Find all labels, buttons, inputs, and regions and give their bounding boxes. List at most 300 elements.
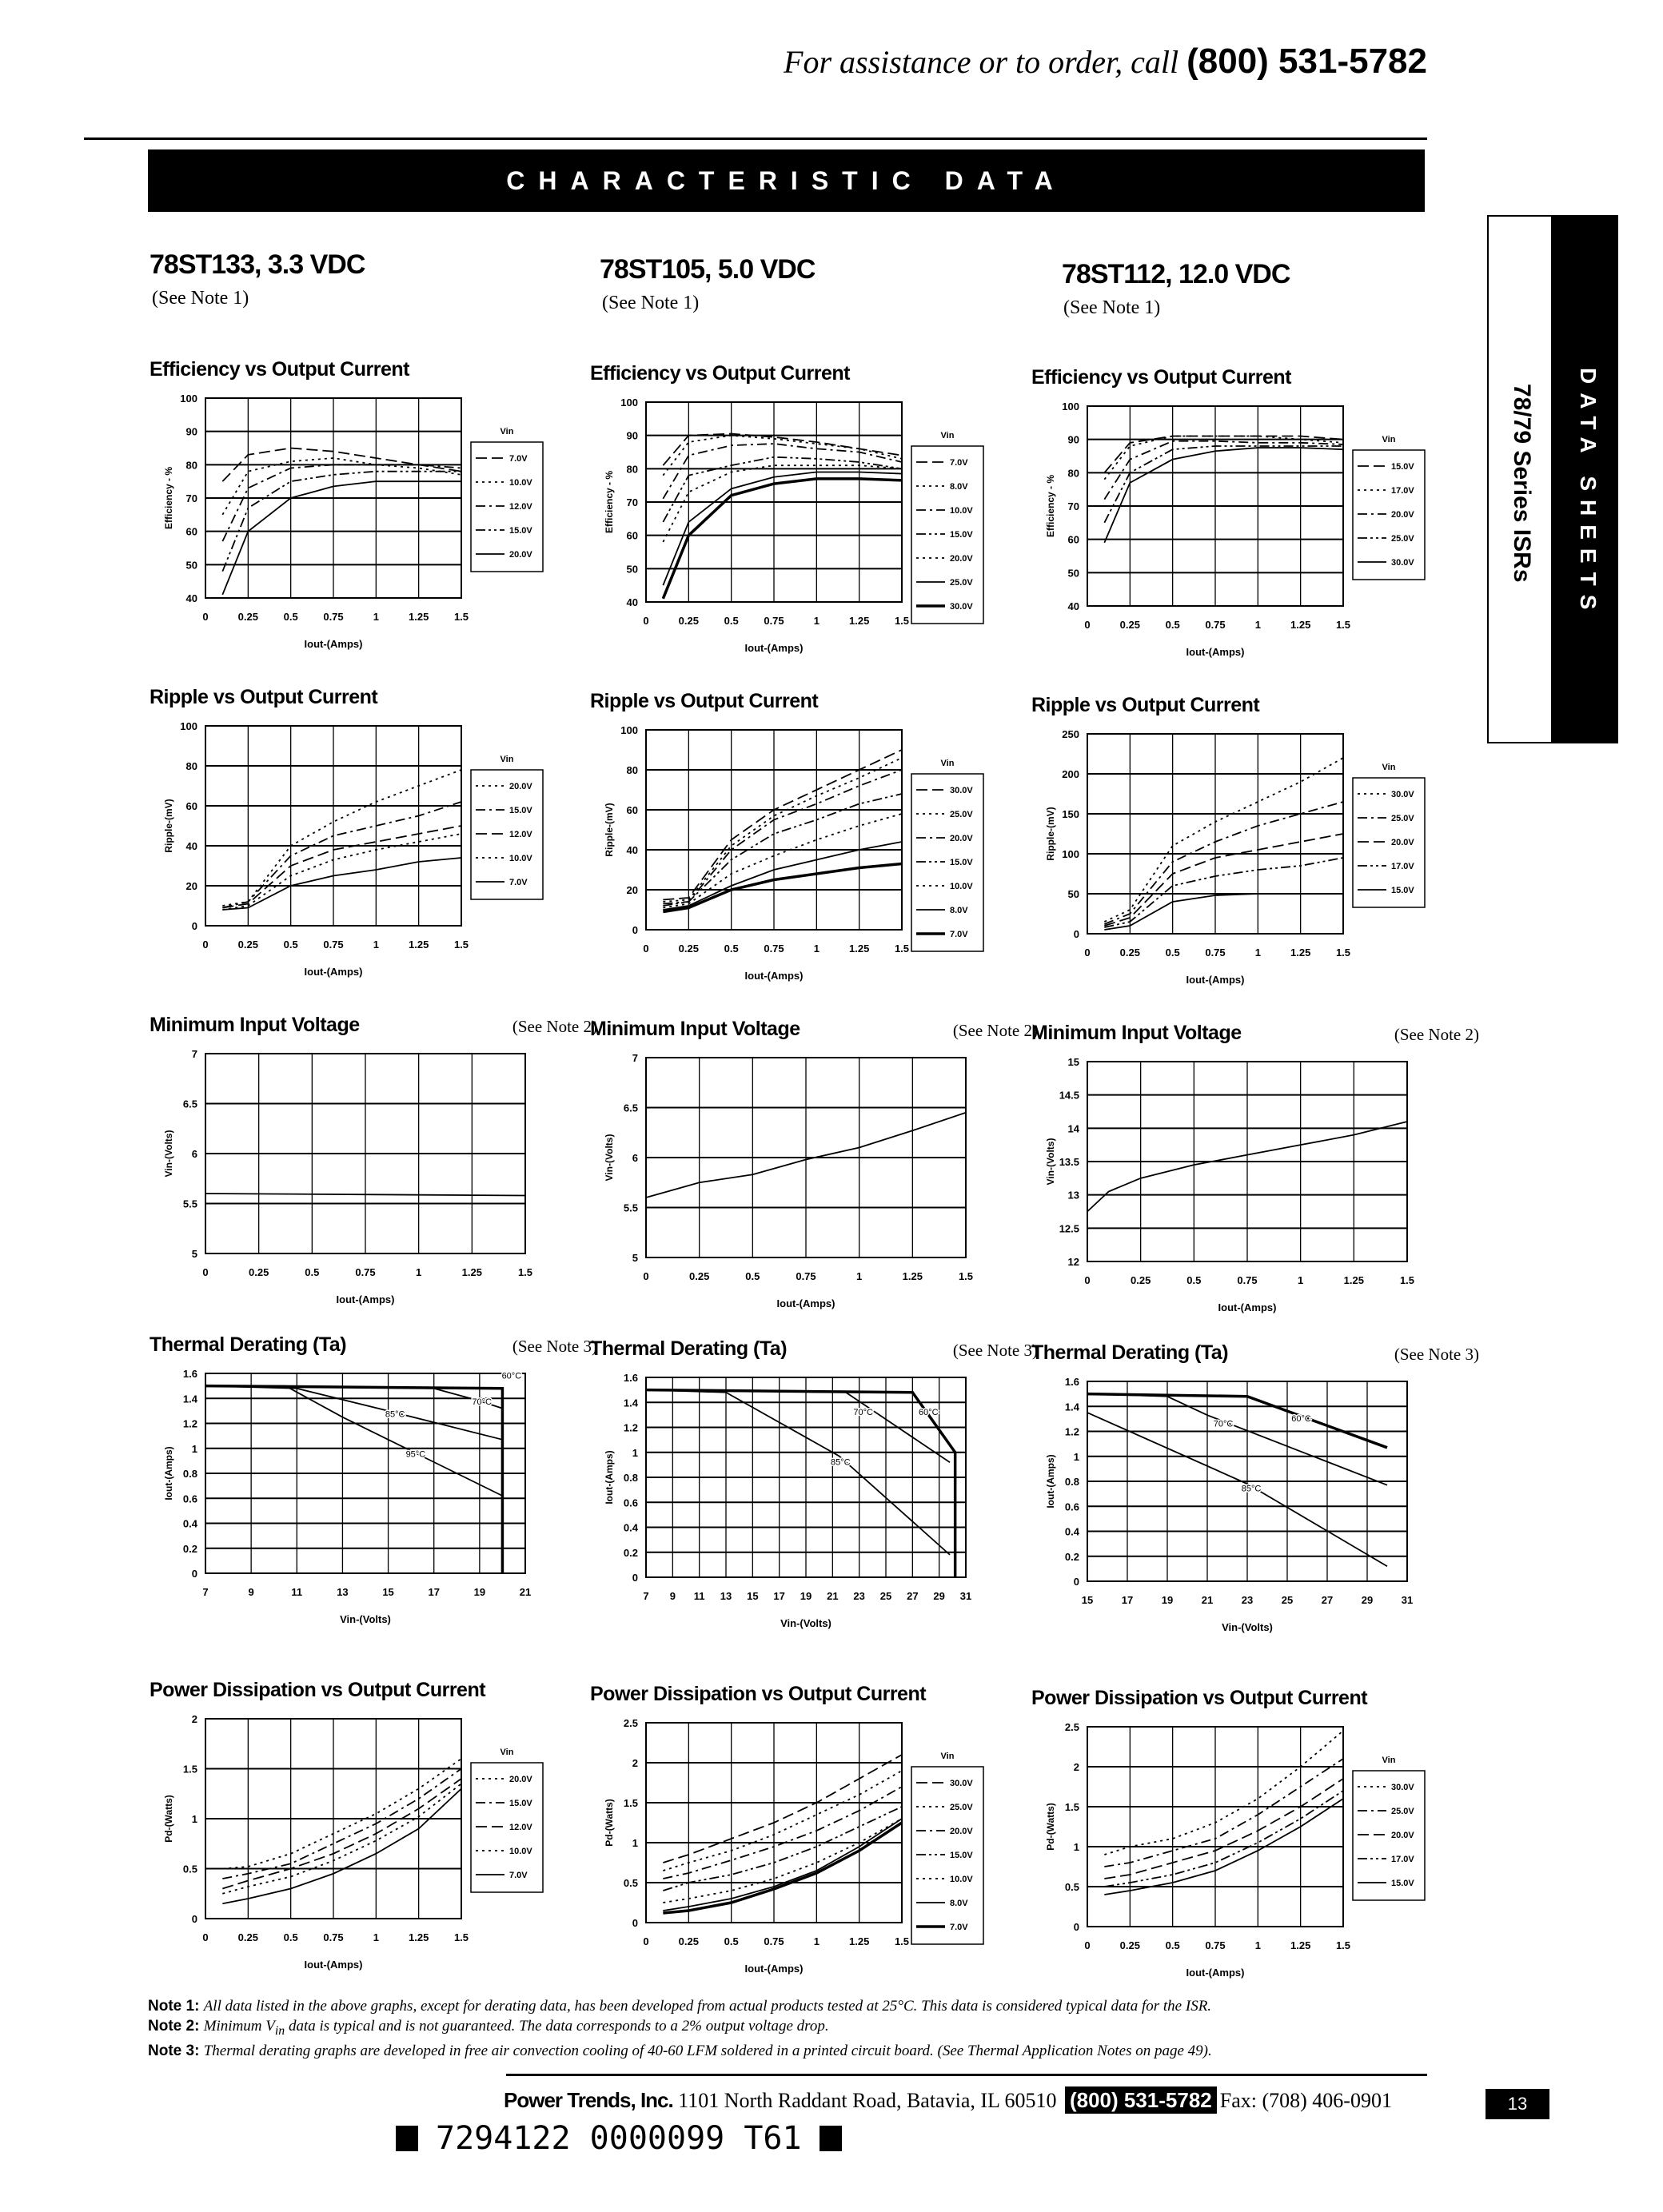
y-tick-label: 12.5 (1059, 1222, 1079, 1235)
chart-title: Ripple vs Output Current (150, 686, 378, 708)
x-tick-label: 1.5 (453, 611, 469, 623)
series-line-80V (663, 842, 902, 910)
chart-svg (1031, 1370, 1495, 1674)
legend-label: 15.0V (950, 530, 973, 540)
ripple-chart (1031, 694, 1495, 1030)
x-tick-label: 0.25 (249, 1266, 269, 1278)
x-tick-label: 0.25 (1119, 619, 1140, 631)
x-tick-label: 0.75 (1237, 1274, 1258, 1286)
x-tick-label: 31 (1401, 1594, 1414, 1606)
x-tick-label: 0 (1084, 1274, 1091, 1286)
chart-note: (See Note 3) (512, 1337, 597, 1356)
x-tick-label: 1.5 (894, 615, 910, 627)
y-axis-label: Efficiency - % (163, 466, 174, 530)
series-label: 60°C (919, 1407, 939, 1417)
series-line-200V (1104, 834, 1343, 926)
chart-svg (150, 1362, 613, 1666)
legend-label: 15.0V (1391, 1879, 1414, 1888)
series-line-100V (222, 458, 461, 515)
x-axis-label: Iout-(Amps) (744, 970, 804, 982)
legend-label: 30.0V (950, 1779, 973, 1788)
y-tick-label: 100 (620, 397, 638, 409)
legend-label: 7.0V (509, 1871, 528, 1880)
y-tick-label: 1.6 (623, 1372, 638, 1384)
y-tick-label: 50 (185, 559, 197, 572)
company-name: Power Trends, Inc. (504, 2088, 673, 2112)
x-tick-label: 0 (643, 615, 649, 627)
x-tick-label: 15 (382, 1586, 394, 1598)
chart-svg (150, 1042, 613, 1346)
legend-label: 7.0V (950, 458, 968, 468)
legend-label: 15.0V (1391, 462, 1414, 472)
legend-title: Vin (1382, 435, 1396, 444)
x-tick-label: 1.25 (849, 615, 870, 627)
y-tick-label: 0.8 (182, 1468, 197, 1480)
company-address: 1101 North Raddant Road, Batavia, IL 60510 (678, 2089, 1057, 2112)
y-tick-label: 50 (1067, 567, 1079, 580)
y-axis-label: Pd-(Watts) (1045, 1803, 1056, 1851)
x-tick-label: 1.5 (958, 1270, 974, 1282)
note-1 (148, 1996, 1427, 2016)
x-tick-label: 0.5 (283, 611, 298, 623)
y-tick-label: 1.5 (1064, 1801, 1079, 1813)
chart-svg (1031, 723, 1495, 1026)
x-tick-label: 11 (693, 1590, 705, 1602)
legend-title: Vin (1382, 1756, 1396, 1765)
series-line-300V (1104, 1731, 1343, 1855)
x-tick-label: 17 (428, 1586, 440, 1598)
x-tick-label: 1.5 (453, 939, 469, 951)
x-tick-label: 1 (813, 943, 820, 955)
series-line-85C (646, 1390, 950, 1555)
y-tick-label: 1.4 (1064, 1401, 1079, 1413)
x-tick-label: 0.5 (724, 615, 739, 627)
legend-label: 15.0V (509, 1799, 532, 1808)
y-tick-label: 0.5 (182, 1863, 197, 1875)
chart-svg (150, 715, 613, 1018)
x-tick-label: 0.75 (764, 943, 784, 955)
x-tick-label: 0.5 (1186, 1274, 1202, 1286)
power-dissipation-chart (1031, 1687, 1495, 2023)
footer-phone: (800) 531-5782 (1065, 2086, 1217, 2114)
x-tick-label: 0 (202, 939, 209, 951)
legend-label: 25.0V (1391, 1807, 1414, 1816)
x-tick-label: 0.25 (678, 943, 699, 955)
series-line-100V (663, 814, 902, 908)
footer (504, 2088, 1392, 2113)
x-tick-label: 0 (202, 611, 209, 623)
series-line-200V (663, 1787, 902, 1879)
y-tick-label: 90 (1067, 433, 1079, 446)
y-tick-label: 0 (632, 1917, 638, 1929)
legend-title: Vin (940, 1752, 955, 1761)
y-tick-label: 1 (191, 1813, 197, 1825)
y-tick-label: 6 (191, 1148, 197, 1160)
efficiency-chart (590, 362, 1054, 698)
note-2 (148, 2016, 1427, 2041)
series-line-60C (1087, 1394, 1387, 1448)
model-heading-78st133: 78ST133, 3.3 VDC (150, 249, 365, 280)
x-tick-label: 0.5 (1165, 1939, 1180, 1951)
y-axis-label: Efficiency - % (604, 470, 615, 534)
chart-svg (1031, 1050, 1495, 1354)
x-tick-label: 0 (1084, 1939, 1091, 1951)
y-tick-label: 40 (185, 592, 197, 604)
section-banner: CHARACTERISTIC DATA (148, 149, 1425, 212)
x-tick-label: 0.25 (237, 1931, 258, 1943)
x-tick-label: 0 (643, 1935, 649, 1947)
y-tick-label: 0.5 (1064, 1881, 1079, 1893)
legend-label: 20.0V (950, 834, 973, 843)
x-tick-label: 0.25 (237, 939, 258, 951)
y-axis-label: Iout-(Amps) (163, 1446, 174, 1501)
y-tick-label: 0 (1073, 928, 1079, 940)
legend-label: 15.0V (509, 526, 532, 536)
series-line-150V (1104, 894, 1343, 930)
note-sub: in (274, 2023, 285, 2038)
x-axis-label: Iout-(Amps) (744, 1963, 804, 1975)
series-line-150V (222, 472, 461, 572)
x-tick-label: 19 (473, 1586, 486, 1598)
x-tick-label: 1.25 (1343, 1274, 1364, 1286)
x-tick-label: 1 (1254, 1939, 1261, 1951)
y-tick-label: 1 (1073, 1841, 1079, 1853)
y-tick-label: 5.5 (182, 1198, 197, 1210)
x-tick-label: 1.25 (849, 943, 870, 955)
y-tick-label: 70 (1067, 500, 1079, 512)
series-line-70C (646, 1390, 950, 1463)
x-tick-label: 1.25 (849, 1935, 870, 1947)
y-axis-label: Iout-(Amps) (1045, 1454, 1056, 1509)
y-tick-label: 200 (1062, 768, 1079, 780)
x-tick-label: 23 (853, 1590, 865, 1602)
chart-svg (1031, 395, 1495, 699)
y-tick-label: 0.8 (1064, 1476, 1079, 1488)
x-tick-label: 31 (959, 1590, 972, 1602)
barcode-mark (396, 2126, 418, 2151)
y-tick-label: 100 (180, 720, 197, 732)
x-tick-label: 1 (813, 1935, 820, 1947)
thermal-derating-chart (1031, 1341, 1495, 1677)
x-tick-label: 1 (373, 939, 379, 951)
y-tick-label: 1 (632, 1837, 638, 1849)
x-tick-label: 27 (1321, 1594, 1334, 1606)
x-tick-label: 0.25 (1119, 1939, 1140, 1951)
y-tick-label: 1 (191, 1442, 197, 1455)
chart-title: Efficiency vs Output Current (590, 362, 850, 385)
y-tick-label: 100 (180, 393, 197, 405)
series-line-170V (1104, 858, 1343, 927)
legend-label: 20.0V (509, 550, 532, 560)
x-tick-label: 0.75 (1205, 619, 1226, 631)
series-line-250V (1104, 446, 1343, 523)
series-line-70V (663, 434, 902, 466)
x-tick-label: 13 (337, 1586, 349, 1598)
x-tick-label: 7 (202, 1586, 209, 1598)
y-axis-label: Iout-(Amps) (604, 1450, 615, 1505)
x-tick-label: 0 (1084, 619, 1091, 631)
x-tick-label: 29 (1361, 1594, 1374, 1606)
x-tick-label: 29 (933, 1590, 945, 1602)
legend-label: 30.0V (950, 786, 973, 795)
y-tick-label: 1 (632, 1446, 638, 1459)
y-tick-label: 80 (626, 463, 638, 476)
model-note: (See Note 1) (602, 293, 700, 313)
page-number: 13 (1486, 2089, 1549, 2119)
y-tick-label: 50 (1067, 888, 1079, 900)
power-dissipation-chart (590, 1683, 1054, 2019)
y-tick-label: 60 (185, 800, 197, 812)
legend-label: 15.0V (950, 858, 973, 867)
y-tick-label: 0.2 (623, 1546, 638, 1559)
series-label: 85°C (831, 1457, 851, 1468)
x-tick-label: 0.75 (796, 1270, 816, 1282)
series-line-300V (1104, 448, 1343, 543)
chart-title: Minimum Input Voltage (150, 1014, 360, 1036)
x-axis-label: Iout-(Amps) (744, 642, 804, 654)
x-axis-label: Iout-(Amps) (1186, 646, 1245, 658)
chart-title: Power Dissipation vs Output Current (150, 1679, 486, 1701)
series-line-70V (222, 1789, 461, 1904)
chart-title: Efficiency vs Output Current (1031, 366, 1291, 389)
y-tick-label: 6.5 (182, 1098, 197, 1110)
y-tick-label: 40 (626, 844, 638, 856)
series-label: 70°C (1213, 1419, 1234, 1429)
y-tick-label: 80 (185, 760, 197, 772)
y-axis-label: Pd-(Watts) (163, 1795, 174, 1843)
series-line-250V (663, 758, 902, 902)
y-tick-label: 12 (1067, 1256, 1079, 1268)
legend-label: 30.0V (1391, 790, 1414, 799)
series-line-150V (222, 1769, 461, 1879)
y-tick-label: 20 (626, 884, 638, 896)
barcode-mark (820, 2126, 842, 2151)
legend-label: 20.0V (950, 554, 973, 564)
legend-title: Vin (940, 431, 955, 440)
chart-svg (150, 1708, 613, 2011)
x-axis-label: Vin-(Volts) (780, 1617, 832, 1629)
y-tick-label: 1.6 (182, 1368, 197, 1380)
y-tick-label: 40 (185, 840, 197, 852)
y-tick-label: 60 (626, 529, 638, 542)
legend-title: Vin (500, 1748, 514, 1757)
x-tick-label: 11 (291, 1586, 303, 1598)
y-tick-label: 0.6 (182, 1493, 197, 1505)
x-tick-label: 1.5 (1399, 1274, 1415, 1286)
y-tick-label: 1 (1073, 1450, 1079, 1463)
note-label: Note 2: (148, 2018, 200, 2035)
series-line-250V (1104, 1759, 1343, 1867)
notes (148, 1996, 1427, 2061)
chart-note: (See Note 2) (1394, 1025, 1479, 1044)
legend-label: 30.0V (1391, 558, 1414, 568)
y-tick-label: 90 (626, 429, 638, 442)
thermal-derating-chart (590, 1337, 1054, 1673)
chart-title: Power Dissipation vs Output Current (590, 1683, 927, 1705)
y-tick-label: 100 (1062, 401, 1079, 413)
x-tick-label: 1 (1254, 619, 1261, 631)
x-axis-label: Iout-(Amps) (1186, 1967, 1245, 1979)
x-tick-label: 1 (373, 611, 379, 623)
x-axis-label: Iout-(Amps) (304, 638, 363, 650)
series-label: 70°C (853, 1407, 873, 1417)
model-note: (See Note 1) (152, 288, 249, 309)
x-tick-label: 19 (1161, 1594, 1174, 1606)
y-tick-label: 0 (632, 1572, 638, 1584)
legend-label: 10.0V (509, 854, 532, 863)
y-axis-label: Pd-(Watts) (604, 1799, 615, 1847)
y-tick-label: 90 (185, 425, 197, 438)
x-tick-label: 0.5 (1165, 619, 1180, 631)
legend-label: 12.0V (509, 502, 532, 512)
x-tick-label: 1.5 (453, 1931, 469, 1943)
legend-label: 10.0V (950, 1875, 973, 1884)
legend-label: 17.0V (1391, 486, 1414, 496)
legend-title: Vin (1382, 763, 1396, 772)
y-tick-label: 1.5 (623, 1797, 638, 1809)
y-tick-label: 0 (632, 924, 638, 936)
legend-label: 17.0V (1391, 1855, 1414, 1864)
chart-title: Ripple vs Output Current (1031, 694, 1260, 716)
series-line-300V (663, 479, 902, 599)
y-tick-label: 250 (1062, 728, 1079, 740)
y-tick-label: 20 (185, 880, 197, 892)
x-tick-label: 0.75 (323, 611, 344, 623)
series-line-70V (222, 858, 461, 910)
series-line-150V (663, 457, 902, 522)
y-tick-label: 6 (632, 1152, 638, 1164)
model-note: (See Note 1) (1063, 297, 1161, 318)
y-tick-label: 2.5 (1064, 1721, 1079, 1733)
series-line-200V (222, 1759, 461, 1869)
y-tick-label: 70 (185, 492, 197, 504)
legend-label: 15.0V (950, 1851, 973, 1860)
y-axis-label: Ripple-(mV) (163, 799, 174, 853)
y-tick-label: 0.6 (623, 1497, 638, 1509)
min-input-voltage-chart (150, 1014, 613, 1349)
y-tick-label: 2 (632, 1757, 638, 1769)
legend-label: 20.0V (509, 1775, 532, 1784)
y-tick-label: 2 (191, 1713, 197, 1725)
x-tick-label: 21 (519, 1586, 532, 1598)
chart-svg (1031, 1716, 1495, 2019)
y-tick-label: 70 (626, 496, 638, 508)
chart-title: Minimum Input Voltage (1031, 1022, 1242, 1044)
x-tick-label: 0.5 (724, 1935, 739, 1947)
series-line-60C (205, 1386, 502, 1573)
x-tick-label: 1.25 (409, 939, 429, 951)
x-tick-label: 1.5 (1335, 619, 1351, 631)
x-tick-label: 0 (202, 1266, 209, 1278)
x-tick-label: 1.25 (409, 611, 429, 623)
note-text-b: data is typical and is not guaranteed. The data corresponds to a 2% output voltage drop. (285, 2018, 829, 2035)
x-tick-label: 23 (1241, 1594, 1254, 1606)
series-line-85C (205, 1386, 502, 1440)
x-tick-label: 0.75 (1205, 1939, 1226, 1951)
y-tick-label: 5 (632, 1252, 638, 1264)
x-axis-label: Iout-(Amps) (776, 1297, 835, 1309)
y-tick-label: 1.2 (623, 1421, 638, 1434)
x-tick-label: 17 (773, 1590, 785, 1602)
chart-note: (See Note 2) (952, 1021, 1038, 1040)
x-tick-label: 1.25 (1290, 1939, 1311, 1951)
x-tick-label: 25 (879, 1590, 892, 1602)
note-label: Note 3: (148, 2042, 200, 2059)
legend-label: 15.0V (509, 806, 532, 815)
legend-label: 20.0V (1391, 1831, 1414, 1840)
x-tick-label: 9 (669, 1590, 676, 1602)
y-tick-label: 0 (191, 1568, 197, 1580)
legend-label: 8.0V (950, 906, 968, 915)
legend-label: 7.0V (509, 878, 528, 887)
x-tick-label: 21 (827, 1590, 839, 1602)
legend-label: 20.0V (950, 1827, 973, 1836)
y-tick-label: 0.4 (1064, 1525, 1079, 1538)
series-line-200V (1104, 1779, 1343, 1879)
y-tick-label: 1.4 (623, 1397, 638, 1409)
y-axis-label: Vin-(Volts) (1045, 1138, 1056, 1186)
x-tick-label: 0.75 (323, 1931, 344, 1943)
y-tick-label: 13 (1067, 1189, 1079, 1202)
x-tick-label: 1.5 (1335, 1939, 1351, 1951)
x-tick-label: 0.25 (1131, 1274, 1151, 1286)
x-tick-label: 1 (1298, 1274, 1304, 1286)
series-line-200V (663, 465, 902, 542)
x-tick-label: 0.25 (1119, 947, 1140, 959)
min-input-voltage-chart (1031, 1022, 1495, 1357)
x-tick-label: 0.5 (1165, 947, 1180, 959)
x-tick-label: 0.75 (323, 939, 344, 951)
y-tick-label: 100 (620, 724, 638, 736)
chart-svg (590, 719, 1054, 1022)
y-tick-label: 0.4 (182, 1517, 197, 1530)
x-tick-label: 9 (248, 1586, 254, 1598)
legend-label: 30.0V (1391, 1783, 1414, 1792)
x-axis-label: Iout-(Amps) (1218, 1301, 1277, 1313)
legend-title: Vin (940, 759, 955, 768)
x-tick-label: 0 (643, 1270, 649, 1282)
footer-fax: Fax: (708) 406-0901 (1219, 2089, 1392, 2112)
x-tick-label: 0.25 (678, 1935, 699, 1947)
legend-label: 15.0V (1391, 886, 1414, 895)
chart-note: (See Note 2) (512, 1017, 597, 1036)
power-dissipation-chart (150, 1679, 613, 2015)
legend-label: 20.0V (1391, 510, 1414, 520)
y-tick-label: 0.2 (182, 1542, 197, 1555)
chart-svg (590, 1046, 1054, 1350)
y-tick-label: 40 (1067, 600, 1079, 612)
chart-svg (590, 1366, 1054, 1670)
legend-label: 7.0V (509, 454, 528, 464)
y-tick-label: 6.5 (623, 1102, 638, 1114)
x-tick-label: 0.5 (283, 939, 298, 951)
x-tick-label: 1.5 (894, 1935, 910, 1947)
chart-title: Power Dissipation vs Output Current (1031, 1687, 1368, 1709)
note-3 (148, 2041, 1427, 2061)
x-tick-label: 1.5 (517, 1266, 533, 1278)
y-axis-label: Vin-(Volts) (163, 1130, 174, 1178)
series-line-150V (663, 1807, 902, 1891)
ripple-chart (150, 686, 613, 1022)
x-axis-label: Iout-(Amps) (336, 1293, 395, 1305)
y-tick-label: 1.2 (182, 1417, 197, 1430)
y-tick-label: 60 (1067, 533, 1079, 546)
legend-label: 25.0V (950, 810, 973, 819)
legend-label: 12.0V (509, 830, 532, 839)
y-tick-label: 1.2 (1064, 1425, 1079, 1438)
series-label: 70°C (472, 1397, 493, 1408)
assistance-text: For assistance or to order, call (784, 44, 1179, 80)
